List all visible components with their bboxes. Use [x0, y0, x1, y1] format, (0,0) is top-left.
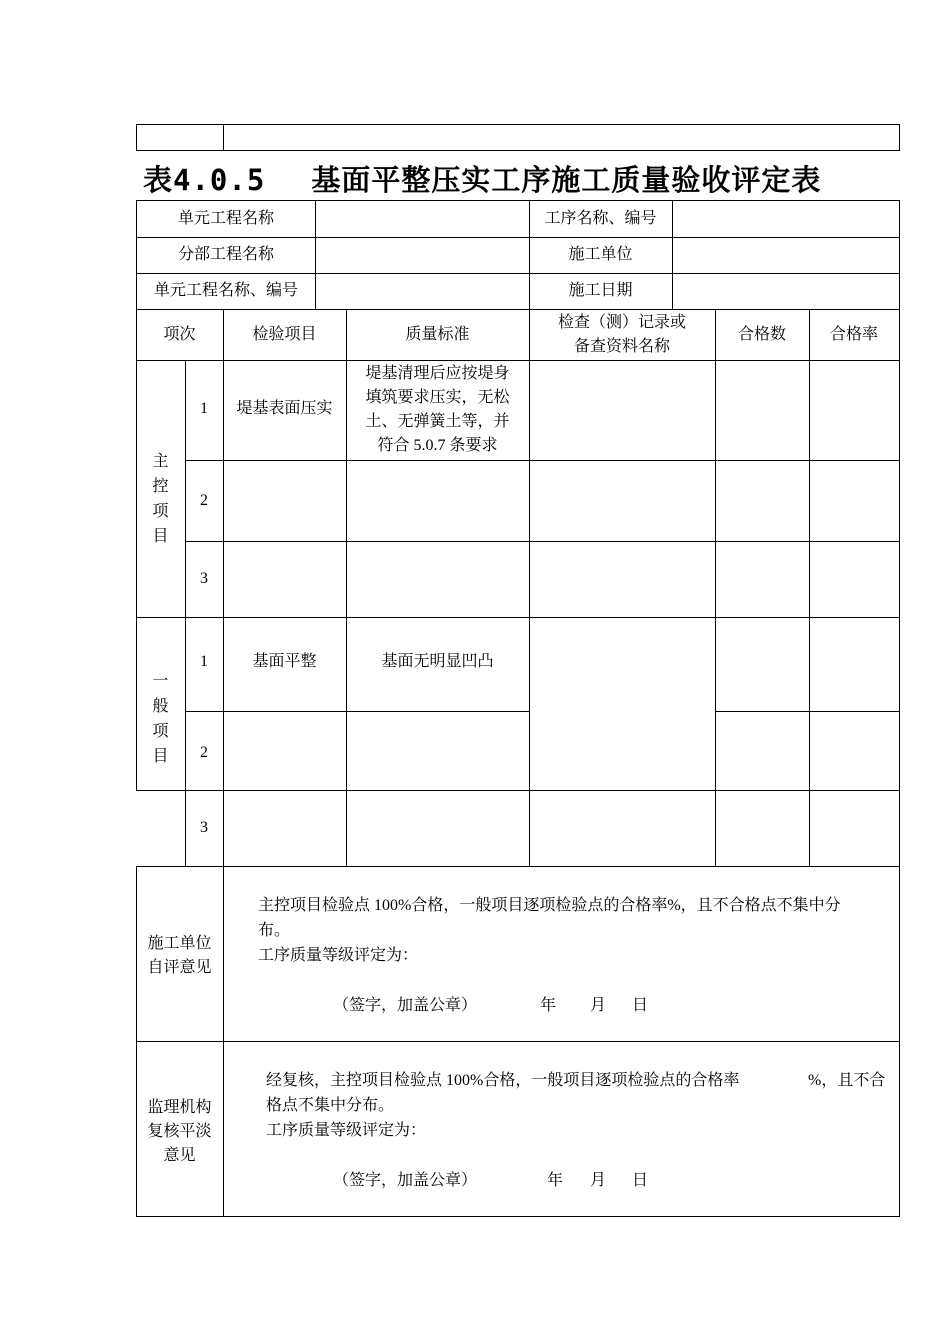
main-row-3-item[interactable]	[224, 542, 346, 617]
general-row-3-no: 3	[200, 819, 208, 836]
construction-date-label: 施工日期	[568, 282, 633, 299]
main-control-group-label: 主 控 项 目	[152, 453, 169, 545]
main-row-1-pass-rate[interactable]	[810, 361, 899, 460]
main-row-2-item[interactable]	[224, 461, 346, 541]
contractor-label: 施工单位	[568, 246, 633, 263]
contractor-signature: （签字，加盖公章）	[333, 997, 478, 1014]
contractor-opinion-line3: 工序质量等级评定为：	[258, 947, 419, 964]
supervisor-opinion-body[interactable]	[224, 1042, 899, 1216]
main-row-2-record[interactable]	[530, 461, 715, 541]
header-check-item: 检验项目	[252, 325, 317, 343]
contractor-opinion-line1: 主控项目检验点 100%合格，一般项目逐项检验点的合格率%，且不合格点不集中分	[258, 897, 841, 914]
contractor-opinion-label: 施工单位 自评意见	[147, 934, 212, 976]
page-title	[143, 158, 821, 199]
unit-project-name-value[interactable]	[316, 200, 529, 237]
general-row-1-item: 基面平整	[252, 653, 317, 670]
main-row-1-item: 堤基表面压实	[236, 400, 333, 417]
contractor-year: 年	[540, 997, 557, 1014]
contractor-value[interactable]	[673, 237, 899, 273]
header-record	[529, 309, 715, 360]
contractor-opinion-body[interactable]	[224, 867, 899, 1041]
general-row-3-standard[interactable]	[347, 791, 529, 866]
main-row-3-no: 3	[200, 570, 208, 587]
main-row-2-no: 2	[200, 491, 208, 509]
main-row-1-standard: 堤基清理后应按堤身 填筑要求压实，无松 土、无弹簧土等，并 符合 5.0.7 条要求	[365, 365, 510, 454]
general-row-3-item[interactable]	[224, 791, 346, 866]
header-record-line2: 备查资料名称	[573, 337, 670, 355]
header-item-no: 项次	[163, 325, 196, 343]
main-row-1-pass-count[interactable]	[716, 361, 809, 460]
division-project-name-value[interactable]	[316, 237, 529, 273]
general-row-1-standard: 基面无明显凹凸	[381, 653, 494, 670]
process-name-code-value[interactable]	[673, 200, 899, 237]
main-row-3-standard[interactable]	[347, 542, 529, 617]
header-box-divider	[223, 124, 224, 151]
contractor-opinion-line2: 布。	[258, 922, 291, 939]
unit-project-name-label: 单元工程名称	[177, 209, 274, 227]
table-number: 表4.0.5	[143, 163, 266, 197]
main-row-3-record[interactable]	[530, 542, 715, 617]
general-row-2-standard[interactable]	[347, 712, 529, 790]
supervisor-opinion-line1a: 经复核，主控项目检验点 100%合格，一般项目逐项检验点的合格率	[266, 1072, 740, 1089]
general-row-1-no: 1	[200, 653, 208, 670]
supervisor-opinion-label: 监理机构 复核平淡 意见	[147, 1098, 212, 1164]
contractor-month: 月	[590, 997, 607, 1014]
general-group-label: 一 般 项 目	[152, 672, 169, 765]
unit-project-code-label: 单元工程名称、编号	[153, 282, 298, 299]
supervisor-opinion-line3: 工序质量等级评定为：	[266, 1122, 427, 1139]
supervisor-opinion-line1b: %，且不合	[808, 1072, 886, 1089]
header-pass-rate: 合格率	[829, 325, 878, 343]
supervisor-day: 日	[632, 1172, 649, 1189]
supervisor-signature: （签字，加盖公章）	[333, 1172, 478, 1189]
header-box	[136, 124, 900, 151]
main-row-1-record[interactable]	[530, 361, 715, 460]
supervisor-opinion-line2: 格点不集中分布。	[266, 1097, 395, 1114]
supervisor-year: 年	[547, 1172, 564, 1189]
general-row-2-no: 2	[200, 743, 208, 761]
contractor-day: 日	[632, 997, 649, 1014]
general-row-2-item[interactable]	[224, 712, 346, 790]
process-name-code-label: 工序名称、编号	[544, 209, 657, 227]
main-row-1-no: 1	[200, 400, 208, 417]
unit-project-code-value[interactable]	[316, 273, 529, 309]
division-project-name-label: 分部工程名称	[177, 246, 274, 263]
table-name: 基面平整压实工序施工质量验收评定表	[311, 163, 822, 197]
header-record-line1: 检查（测）记录或	[557, 313, 686, 331]
construction-date-value[interactable]	[673, 273, 899, 309]
header-pass-count: 合格数	[737, 325, 786, 343]
main-row-2-standard[interactable]	[347, 461, 529, 541]
header-quality-standard: 质量标准	[405, 325, 470, 343]
general-row-1-record[interactable]	[530, 618, 715, 711]
supervisor-month: 月	[590, 1172, 607, 1189]
